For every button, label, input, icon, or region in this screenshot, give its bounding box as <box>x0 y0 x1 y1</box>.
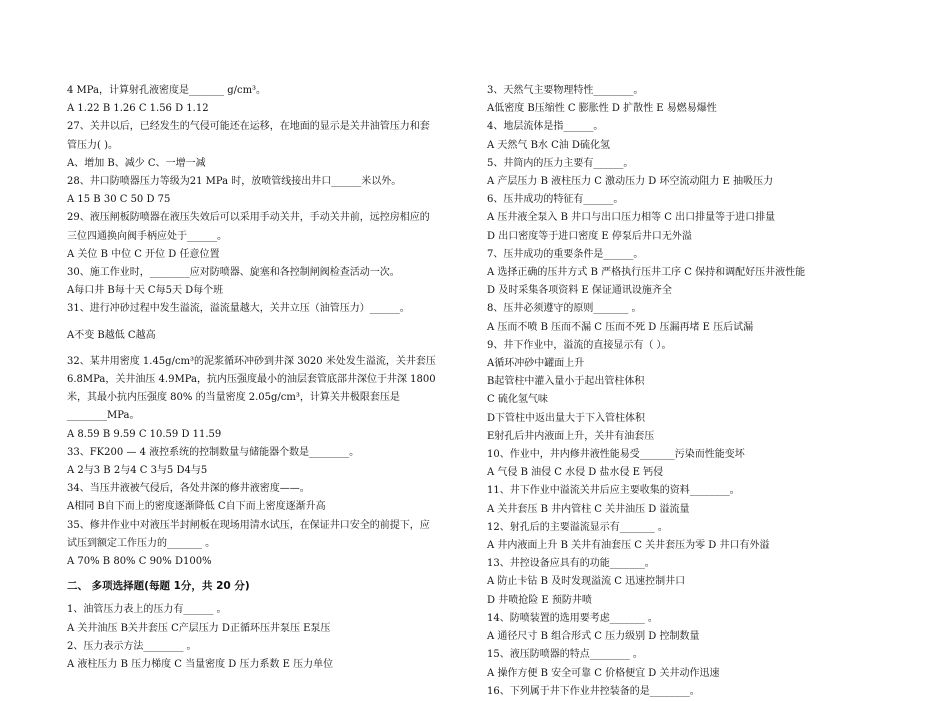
text-line: 6.8MPa，关井油压 4.9MPa，抗内压强度最小的油层套管底部井深位于井深 1800 <box>67 374 436 386</box>
text-line: A 关井油压 B关井套压 C产层压力 D正循环压井泵压 E泵压 <box>67 622 331 634</box>
text-line: 1、油管压力表上的压力有______ 。 <box>67 604 227 616</box>
text-line: 11、井下作业中溢流关井后应主要收集的资料________。 <box>487 485 740 497</box>
text-line: 3、天然气主要物理特性________。 <box>487 85 644 96</box>
text-line: A 关井套压 B 井内管柱 C 关井油压 D 溢流量 <box>487 503 690 515</box>
text-line: 27、关井以后，已经发生的气侵可能还在运移，在地面的显示是关井油管压力和套 <box>67 121 430 133</box>
text-line: 8、压井必须遵守的原则_______ 。 <box>487 303 642 315</box>
text-line: A每口井 B每十天 C每5天 D每个班 <box>67 285 224 297</box>
text-line: 7、压井成功的重要条件是______。 <box>487 248 644 260</box>
text-line: D 出口密度等于进口密度 E 停泵后井口无外溢 <box>487 230 692 242</box>
text-line: C 硫化氢气味 <box>487 394 548 406</box>
text-line: 16、下列属于井下作业井控装备的是________。 <box>487 685 700 697</box>
text-line: 试压到额定工作压力的_______ 。 <box>67 537 216 549</box>
text-line: A不变 B越低 C越高 <box>67 329 156 341</box>
text-line: A 产层压力 B 液柱压力 C 激动压力 D 环空流动阻力 E 抽吸压力 <box>487 176 774 188</box>
text-line: 28、井口防喷器压力等级为21 MPa 时，放喷管线接出井口______米以外。 <box>67 176 402 188</box>
text-line: A 天然气 B水 C油 D硫化氢 <box>487 139 610 151</box>
text-line: 31、进行冲砂过程中发生溢流，溢流量越大，关井立压（油管压力）______。 <box>67 303 410 315</box>
section-heading: 二、 多项选择题(每题 1分，共 20 分) <box>67 580 250 593</box>
text-line: A 防止卡钻 B 及时发现溢流 C 迅速控制井口 <box>487 576 686 588</box>
text-line: A 气侵 B 油侵 C 水侵 D 盐水侵 E 钙侵 <box>487 467 664 479</box>
text-line: A 通径尺寸 B 组合形式 C 压力级别 D 控制数量 <box>487 631 700 643</box>
text-line: A 压而不喷 B 压而不漏 C 压而不死 D 压漏再堵 E 压后试漏 <box>487 321 754 333</box>
text-line: B起管柱中灌入量小于起出管柱体积 <box>487 376 645 388</box>
text-line: 4 MPa，计算射孔液密度是_______ g/cm³。 <box>67 85 267 96</box>
text-line: D下管柱中返出量大于下入管柱体积 <box>487 412 646 424</box>
text-line: 12、射孔后的主要溢流显示有_______ 。 <box>487 521 668 533</box>
text-line: 2、压力表示方法________ 。 <box>67 640 197 652</box>
text-line: A 液柱压力 B 压力梯度 C 当量密度 D 压力系数 E 压力单位 <box>67 659 334 671</box>
text-line: A低密度 B压缩性 C 膨胀性 D 扩散性 E 易燃易爆性 <box>487 103 717 115</box>
text-line: 34、当压井液被气侵后，各处井深的修井液密度——。 <box>67 483 310 495</box>
text-line: 米，其最小抗内压强度 80% 的当量密度 2.05g/cm³，计算关井极限套压是 <box>67 392 400 404</box>
text-line: A 关位 B 中位 C 开位 D 任意位置 <box>67 248 220 260</box>
text-line: 30、施工作业时，________应对防喷器、旋塞和各控制闸阀检查活动一次。 <box>67 267 400 279</box>
text-line: 4、地层流体是指______。 <box>487 121 604 133</box>
text-line: E射孔后井内液面上升，关井有油套压 <box>487 430 655 442</box>
text-line: A 井内液面上升 B 关井有油套压 C 关井套压为零 D 井口有外溢 <box>487 540 770 552</box>
text-line: A 选择正确的压井方式 B 严格执行压井工序 C 保持和调配好压井液性能 <box>487 267 806 279</box>
text-line: A 1.22 B 1.26 C 1.56 D 1.12 <box>67 103 209 115</box>
text-line: 6、压井成功的特征有______。 <box>487 194 624 206</box>
text-line: 29、液压闸板防喷器在液压失效后可以采用手动关井，手动关井前，远控房相应的 <box>67 212 430 224</box>
text-line: 9、井下作业中，溢流的直接显示有（ ）。 <box>487 339 672 351</box>
text-line: A 2与3 B 2与4 C 3与5 D4与5 <box>67 465 208 477</box>
text-line: ________MPa。 <box>67 410 140 422</box>
text-line: A 15 B 30 C 50 D 75 <box>67 194 171 206</box>
text-line: D 及时采集各项资料 E 保证通讯设施齐全 <box>487 285 672 297</box>
left-column <box>67 82 469 674</box>
text-line: 5、井筒内的压力主要有______。 <box>487 157 634 169</box>
text-line: 三位四通换向阀手柄应处于______。 <box>67 230 227 242</box>
text-line: A相同 B自下而上的密度逐渐降低 C自下而上密度逐渐升高 <box>67 501 326 513</box>
text-line: A循环冲砂中罐面上升 <box>487 358 585 370</box>
text-line: A 压井液全泵入 B 井口与出口压力相等 C 出口排量等于进口排量 <box>487 212 776 224</box>
text-line: A、增加 B、减少 C、一增一减 <box>67 157 206 169</box>
text-line: 33、FK200 — 4 液控系统的控制数量与储能器个数是________。 <box>67 446 360 458</box>
text-line: 35、修井作业中对液压半封闸板在现场用清水试压，在保证井口安全的前提下，应 <box>67 519 430 531</box>
text-line: A 70% B 80% C 90% D100% <box>67 556 212 568</box>
text-line: 管压力( )。 <box>67 139 118 151</box>
text-line: D 井喷抢险 E 预防井喷 <box>487 594 592 606</box>
text-line: A 操作方便 B 安全可靠 C 价格便宜 D 关井动作迅速 <box>487 667 720 679</box>
text-line: A 8.59 B 9.59 C 10.59 D 11.59 <box>67 428 222 440</box>
text-line: 14、防喷装置的选用要考虑_______ 。 <box>487 612 658 624</box>
text-line: 13、井控设备应具有的功能_______。 <box>487 558 655 570</box>
text-line: 15、液压防喷器的特点________ 。 <box>487 649 643 661</box>
text-line: 10、作业中，井内修井液性能易受_______污染而性能变坏 <box>487 449 745 461</box>
text-line: 32、某井用密度 1.45g/cm³的泥浆循环冲砂到井深 3020 米处发生溢流，关井套压 <box>67 355 436 367</box>
right-column <box>487 82 887 701</box>
